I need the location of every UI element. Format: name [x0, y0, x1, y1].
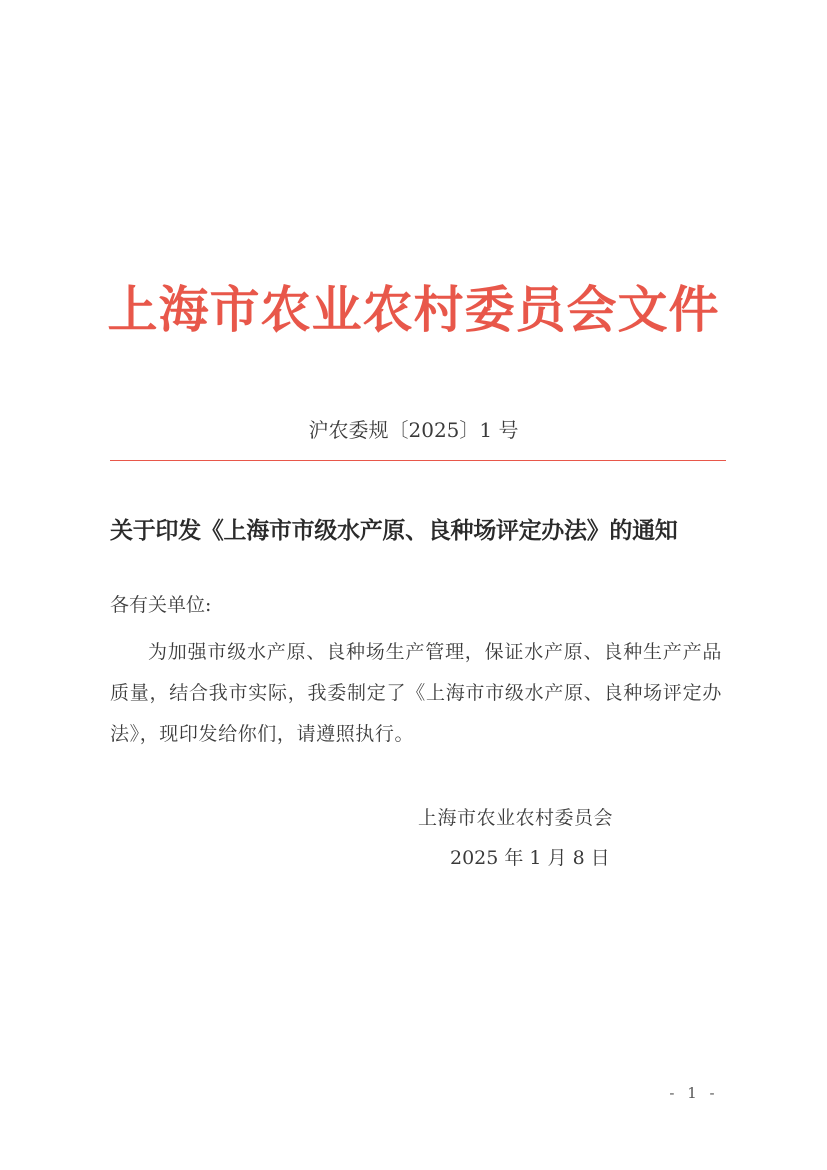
document-number: 沪农委规〔2025〕1 号	[308, 418, 519, 442]
signature-date: 2025 年 1 月 8 日	[450, 847, 610, 869]
body-paragraph: 为加强市级水产原、良种场生产管理，保证水产原、良种生产产品质量，结合我市实际，我委制定了《上海市市级水产原、良种场评定办法》，现印发给你们，请遵照执行。	[110, 641, 722, 745]
salutation: 各有关单位:	[110, 594, 212, 616]
notice-title: 关于印发《上海市市级水产原、良种场评定办法》的通知	[110, 517, 678, 544]
red-divider-line	[110, 460, 726, 461]
signature-organization: 上海市农业农村委员会	[418, 807, 614, 829]
document-masthead: 上海市农业农村委员会文件	[107, 280, 720, 339]
signature-block	[418, 798, 658, 878]
page-number: - 1 -	[669, 1084, 719, 1102]
